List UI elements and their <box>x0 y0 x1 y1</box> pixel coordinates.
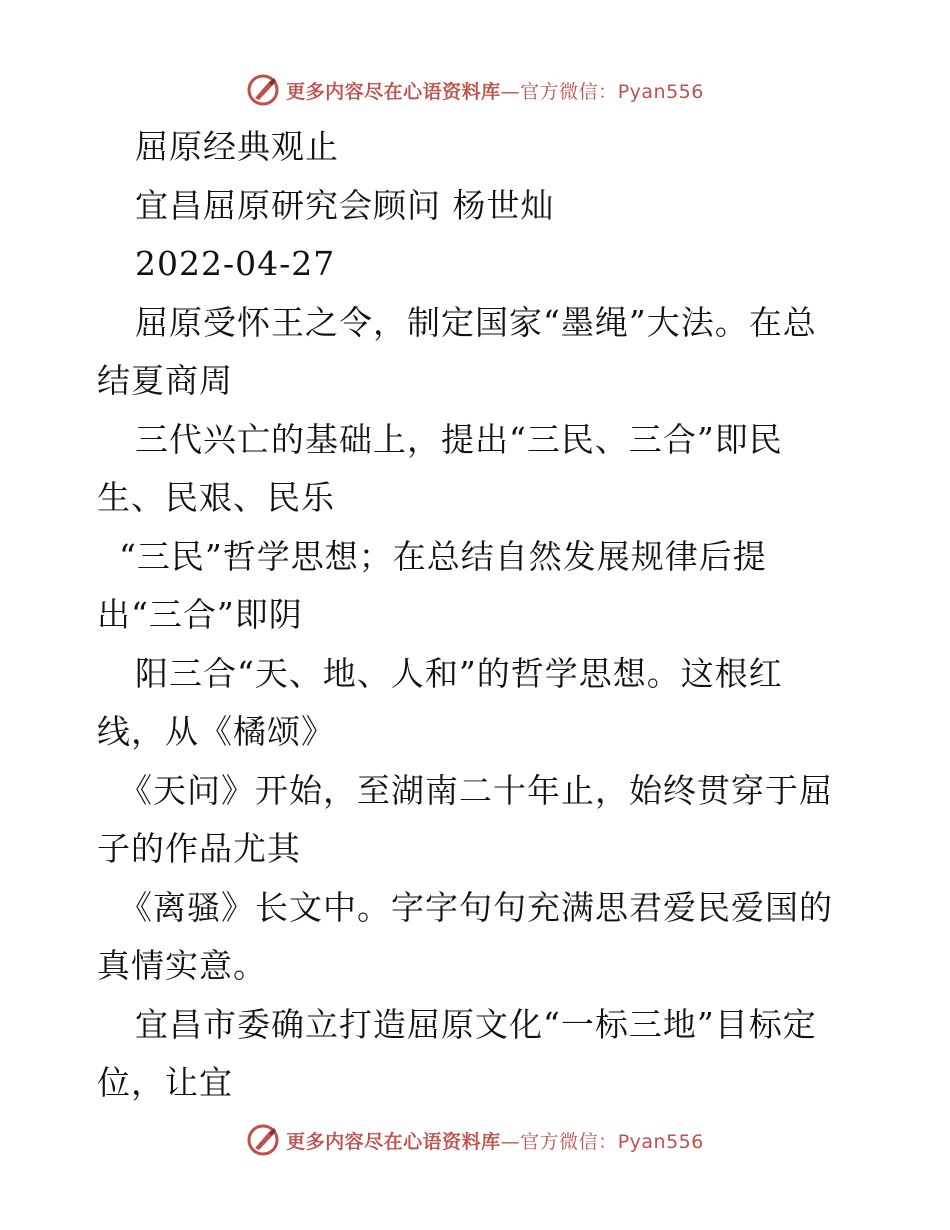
quill-logo-icon <box>246 1123 280 1157</box>
text-line: “三民”哲学思想；在总结自然发展规律后提 <box>119 536 767 576</box>
text-line: 真情实意。 <box>97 946 267 985</box>
text-line: 三代兴亡的基础上，提出“三民、三合”即民 <box>135 419 783 459</box>
watermark-main: 更多内容尽在心语资料库 <box>286 80 501 103</box>
watermark-id: Pyan556 <box>617 1130 704 1153</box>
text-line: 结夏商周 <box>97 361 233 400</box>
watermark-separator: — <box>500 1130 521 1153</box>
text-line: 位，让宜 <box>97 1063 233 1102</box>
header-watermark <box>0 70 950 110</box>
watermark-sub: 官方微信： <box>520 80 618 103</box>
text-line: 子的作品尤其 <box>97 829 301 868</box>
text-line: 《天问》开始，至湖南二十年止，始终贯穿于屈 <box>119 770 833 810</box>
document-title: 屈原经典观止 <box>135 127 339 166</box>
document-date: 2022-04-27 <box>135 244 336 283</box>
watermark-main: 更多内容尽在心语资料库 <box>286 1130 501 1153</box>
text-line: 生、民艰、民乐 <box>97 478 335 517</box>
watermark-text <box>286 1127 704 1154</box>
text-line: 《离骚》长文中。字字句句充满思君爱民爱国的 <box>119 887 833 927</box>
quill-logo-icon <box>246 73 280 107</box>
footer-watermark <box>0 1120 950 1160</box>
watermark-separator: — <box>500 80 521 103</box>
watermark-sub: 官方微信： <box>520 1130 618 1153</box>
watermark-text <box>286 77 704 104</box>
text-line: 阳三合“天、地、人和”的哲学思想。这根红 <box>135 653 783 693</box>
watermark-id: Pyan556 <box>617 80 704 103</box>
text-line: 屈原受怀王之令，制定国家“墨绳”大法。在总 <box>135 302 817 342</box>
text-line: 宜昌市委确立打造屈原文化“一标三地”目标定 <box>135 1004 817 1044</box>
document-author: 宜昌屈原研究会顾问 杨世灿 <box>135 185 555 225</box>
document-body <box>97 118 857 1113</box>
text-line: 出“三合”即阴 <box>97 595 303 634</box>
text-line: 线，从《橘颂》 <box>97 712 335 751</box>
